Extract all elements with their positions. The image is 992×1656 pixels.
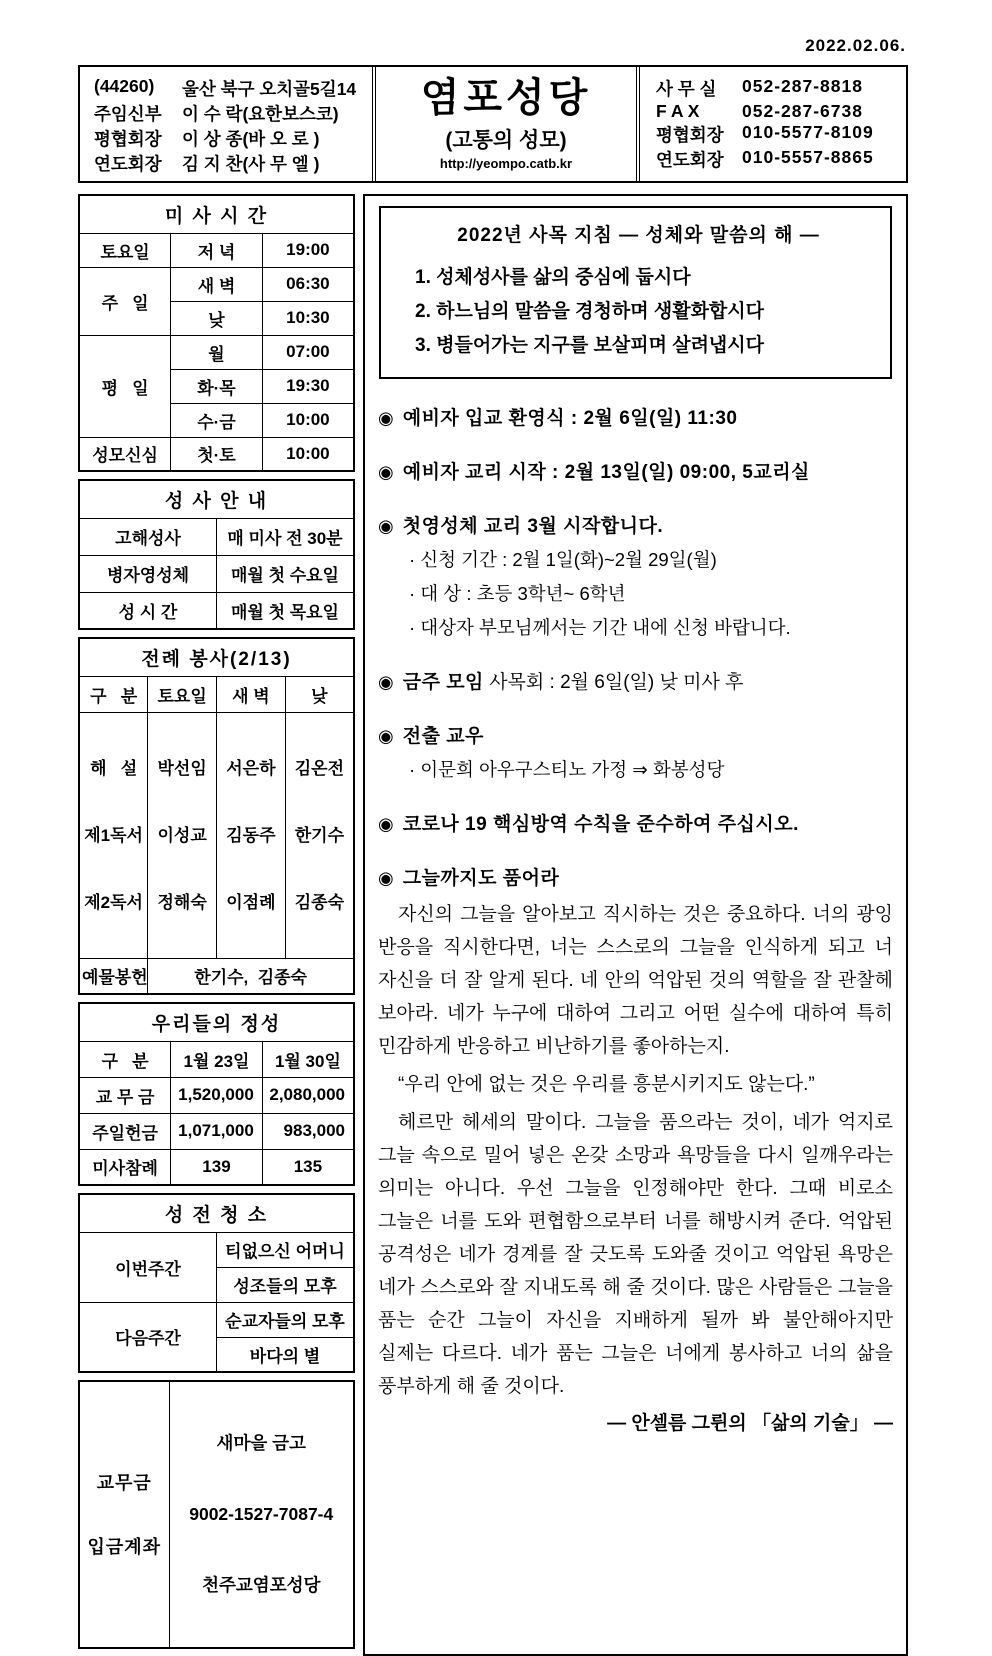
offerings-count: 135 [262,1149,354,1185]
church-name: 염포성당 [420,76,592,120]
offerings-amount: 2,080,000 [262,1077,354,1113]
church-title-box [372,67,640,181]
essay-quote: “우리 안에 없는 것은 우리를 흥분시키지도 않는다.” [398,1074,815,1095]
fax-number: 052-287-6738 [742,101,863,121]
essay-section [378,864,893,1440]
offering-bearers-label: 예물봉헌 [79,958,148,994]
fax-label: F A X [656,101,700,121]
council-president-phone-label: 평협회장 [656,125,724,145]
pastoral-item: 2. 하느님의 말씀을 경청하며 생활화합시다 [415,301,764,322]
fisheye-bullet-icon: ◉ [378,672,394,692]
bulletin-date: 2022.02.06. [805,36,906,55]
essay-paragraph: 자신의 그늘을 알아보고 직시하는 것은 중요하다. 너의 광잉 반응을 직시한다면, 너는 스스로의 그늘을 인식하게 되고 너 자신을 더 잘 알게 된다. 네 안의 억압된 것의 역할을 잘 관찰헤 보아라. 네가 누구에 대하여 그리고 어떤 실수에 대하여 특히 민감하게 반응하고 비난하기를 좋아하는지. [378,904,893,1057]
table-row [79,676,354,712]
announcement-weekly-meeting [378,668,893,697]
liturgy-col-header: 낮 [285,676,354,712]
contact-row-fax [656,101,898,122]
fisheye-bullet-icon: ◉ [378,516,394,536]
announcement-title: 코로나 19 핵심방역 수칙을 준수하여 주십시오. [402,814,799,835]
cleaning-group: 성조들의 모후 [217,1267,355,1302]
cleaning-title: 성 전 청 소 [79,1194,354,1232]
mass-time: 10:00 [262,403,354,437]
table-row [79,233,354,267]
table-row [79,518,354,555]
council-president-name: 이 상 종(바 오 로 ) [182,129,320,149]
account-number: 9002-1527-7087-4 [189,1504,334,1524]
essay-attribution: ― 안셀름 그륀의 「삶의 기술」 ― [607,1413,893,1434]
pastoral-title: 2022년 사목 지침 ― 성체와 말씀의 해 ― [457,225,820,246]
address-text: 울산 북구 오치골5길14 [182,79,357,99]
announcement-covid [378,810,893,839]
fisheye-bullet-icon: ◉ [378,814,394,834]
mass-label: 수·금 [171,403,263,437]
info-row-yeondo-president [94,151,362,176]
sacrament-value: 매 미사 전 30분 [217,518,355,555]
yeondo-president-name: 김 지 찬(사 무 엘 ) [182,154,320,174]
table-row [79,267,354,301]
cleaning-next-week-label: 다음주간 [79,1302,217,1372]
liturgy-col-header: 토요일 [148,676,217,712]
council-president-phone: 010-5577-8109 [742,122,874,142]
mass-time: 06:30 [262,267,354,301]
table-row [79,592,354,629]
table-row [79,1149,354,1185]
announcement-subitem: · 대상자 부모님께서는 기간 내에 신청 바랍니다. [409,617,791,638]
sacrament-label: 성 시 간 [79,592,217,629]
offering-bearers-names: 한기수, 김종숙 [148,958,354,994]
table-row [79,1302,354,1337]
postal-code: (44260) [94,76,155,96]
mass-label: 첫·토 [171,437,263,471]
offerings-row-label: 미사참례 [79,1149,171,1185]
offerings-col-header: 1월 23일 [171,1041,263,1077]
mass-label: 저 녁 [171,233,263,267]
fisheye-bullet-icon: ◉ [378,868,394,888]
announcement-transfer [378,722,893,785]
cleaning-group: 바다의 별 [217,1337,355,1372]
mass-label: 새 벽 [171,267,263,301]
mass-times-table [78,194,355,472]
account-holder: 천주교염포성당 [202,1575,321,1595]
yeondo-president-phone: 010-5557-8865 [742,147,874,167]
contact-row-council-president [656,122,898,147]
announcement-subitem: · 이문희 아우구스티노 가정 ⇒ 화봉성당 [409,759,725,780]
info-row-council-president [94,126,362,151]
table-row [79,1113,354,1149]
church-subtitle: (고통의 성모) [445,129,567,152]
contact-row-office [656,76,898,101]
table-row [79,1041,354,1077]
liturgy-saturday-servers: 박선임 이성교 정해숙 [148,712,217,958]
announcement-title: 예비자 교리 시작 : 2월 13일(일) 09:00, 5교리실 [402,462,810,483]
contacts-box [640,67,906,181]
offerings-row-label: 교 무 금 [79,1077,171,1113]
announcement-subitem: · 신청 기간 : 2월 1일(화)~2월 29일(월) [409,549,717,570]
mass-time: 10:00 [262,437,354,471]
right-column [363,194,908,1656]
announcement-catechumen-class [378,458,893,487]
mass-time: 19:00 [262,233,354,267]
office-label: 사 무 실 [656,79,717,99]
cleaning-this-week-label: 이번주간 [79,1232,217,1302]
offerings-table [78,1002,355,1186]
liturgy-title: 전례 봉사(2/13) [79,638,354,676]
account-table [78,1380,355,1649]
sacrament-label: 고해성사 [79,518,217,555]
announcement-detail: 사목회 : 2월 6일(일) 낮 미사 후 [483,672,744,693]
table-row [79,1381,354,1648]
mass-time: 07:00 [262,335,354,369]
header [78,65,908,183]
pastoral-item: 1. 성체성사를 삶의 중심에 둡시다 [415,267,691,288]
fisheye-bullet-icon: ◉ [378,726,394,746]
liturgy-col-header: 새 벽 [217,676,286,712]
sacraments-table [78,479,355,630]
yeondo-president-phone-label: 연도회장 [656,150,724,170]
office-phone: 052-287-8818 [742,76,863,96]
mass-day: 평 일 [79,335,171,437]
offerings-amount: 1,520,000 [171,1077,263,1113]
sacrament-value: 매월 첫 수요일 [217,555,355,592]
mass-time: 10:30 [262,301,354,335]
offerings-row-label: 주일헌금 [79,1113,171,1149]
table-row [79,335,354,369]
table-row [79,1077,354,1113]
announcement-title: 전출 교우 [402,726,484,747]
offerings-title: 우리들의 정성 [79,1003,354,1041]
liturgy-dawn-servers: 서은하 김동주 이점례 [217,712,286,958]
cleaning-table [78,1193,355,1373]
mass-time: 19:30 [262,369,354,403]
fisheye-bullet-icon: ◉ [378,462,394,482]
announcement-subitem: · 대 상 : 초등 3학년~ 6학년 [409,583,626,604]
offerings-amount: 983,000 [262,1113,354,1149]
info-row-address [94,76,362,101]
pastor-name: 이 수 락(요한보스코) [182,104,339,124]
left-column [78,194,355,1656]
announcement-catechumen-welcome [378,404,893,433]
council-president-label: 평협회장 [94,129,162,149]
sacraments-title: 성 사 안 내 [79,480,354,518]
cleaning-group: 순교자들의 모후 [217,1302,355,1337]
announcement-first-communion [378,512,893,643]
table-row [79,437,354,471]
offerings-amount: 1,071,000 [171,1113,263,1149]
essay-title: 그늘까지도 품어라 [402,868,560,889]
pastoral-guideline-box [379,206,892,379]
liturgy-col-header: 구 분 [79,676,148,712]
pastor-label: 주임신부 [94,104,162,124]
mass-times-title: 미 사 시 간 [79,195,354,233]
liturgy-table [78,637,355,995]
offerings-count: 139 [171,1149,263,1185]
fisheye-bullet-icon: ◉ [378,408,394,428]
mass-label: 월 [171,335,263,369]
contact-row-yeondo-president [656,147,898,172]
table-row [79,958,354,994]
table-row [79,555,354,592]
sacrament-value: 매월 첫 목요일 [217,592,355,629]
account-details [169,1381,354,1648]
parish-info-box [80,67,372,181]
table-row [79,1232,354,1267]
account-label: 교무금 입금계좌 [79,1381,169,1648]
pastoral-item: 3. 병들어가는 지구를 보살피며 살려냅시다 [415,335,764,356]
offerings-col-header: 1월 30일 [262,1041,354,1077]
essay-paragraph: 헤르만 헤세의 말이다. 그늘을 품으라는 것이, 네가 억지로 그늘 속으로 밀어 넣은 온갖 소망과 욕망들을 다시 일깨우라는 의미는 아니다. 우선 그늘을 인정해야만 한다. 그때 비로소 그늘은 너를 도와 편협함으로부터 너를 해방시켜 준다. 억압된 공격성은 네가 경계를 잘 긋도록 도와줄 것이고 억압된 욕망은 네가 스스로와 잘 지내도록 해 줄 것이다. 많은 사람들은 그늘을 품는 순간 그늘이 자신을 지배하게 될까 봐 불안해아지만 실제는 다르다. 네가 품는 그늘은 너에게 봉사하고 너의 삶을 풍부하게 해 줄 것이다. [378,1112,893,1397]
announcement-title: 예비자 입교 환영식 : 2월 6일(일) 11:30 [402,408,738,429]
church-url: http://yeompo.catb.kr [439,156,573,171]
liturgy-daytime-servers: 김온전 한기수 김종숙 [285,712,354,958]
mass-day: 주 일 [79,267,171,335]
mass-label: 낮 [171,301,263,335]
liturgy-roles: 해 설 제1독서 제2독서 [79,712,148,958]
announcement-title: 금주 모임 [402,672,484,693]
announcement-title: 첫영성체 교리 3월 시작합니다. [402,516,664,537]
info-row-pastor [94,101,362,126]
bulletin-page [78,36,908,1656]
mass-day: 성모신심 [79,437,171,471]
mass-label: 화·목 [171,369,263,403]
sacrament-label: 병자영성체 [79,555,217,592]
mass-day: 토요일 [79,233,171,267]
cleaning-group: 티없으신 어머니 [217,1232,355,1267]
table-row [79,712,354,958]
offerings-col-header: 구 분 [79,1041,171,1077]
yeondo-president-label: 연도회장 [94,154,162,174]
bank-name: 새마을 금고 [216,1433,306,1453]
